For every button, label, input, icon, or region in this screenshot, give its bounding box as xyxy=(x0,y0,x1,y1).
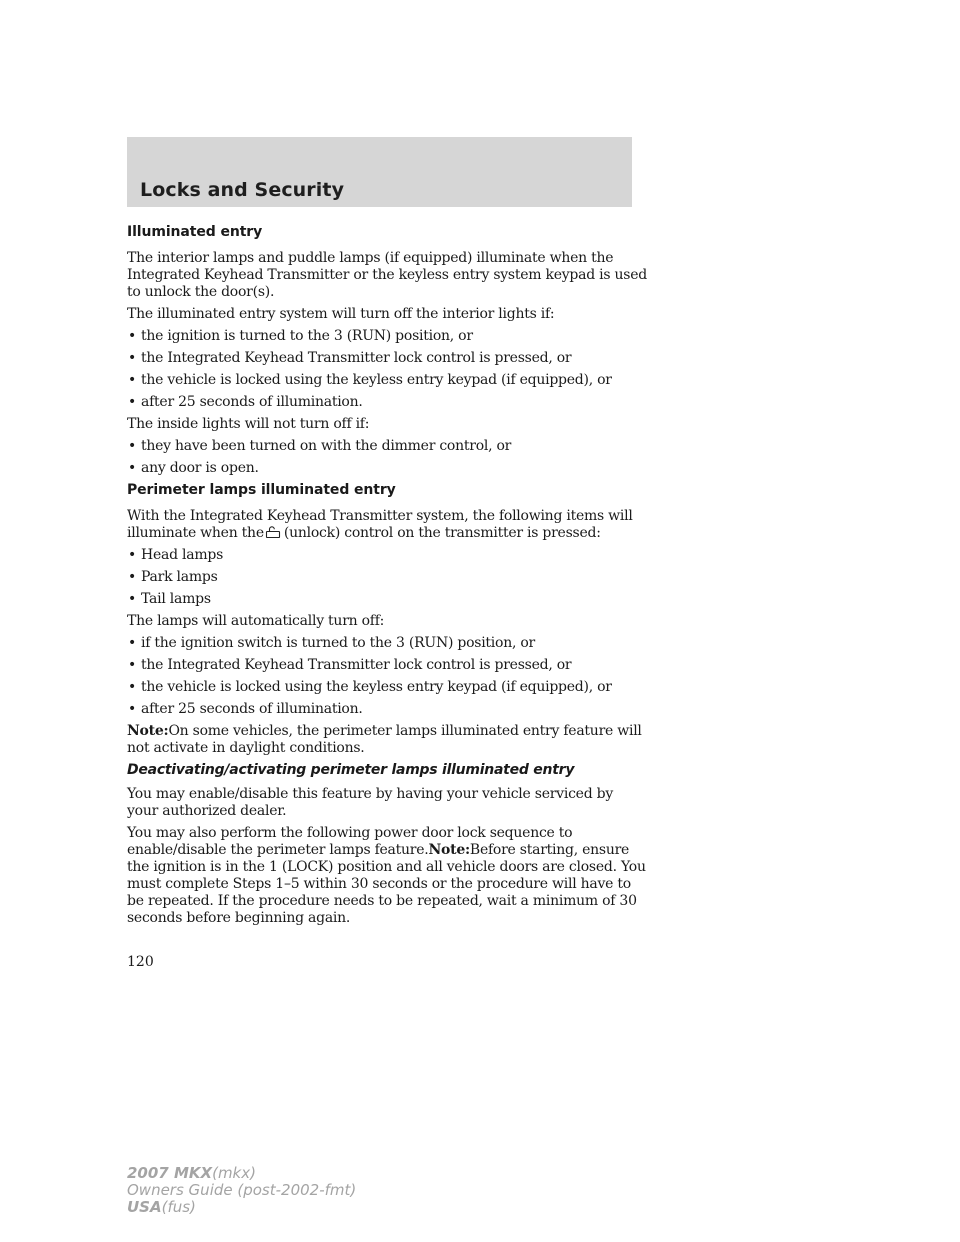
paragraph: The lamps will automatically turn off: xyxy=(127,613,385,629)
footer-line: Owners Guide (post-2002-fmt) xyxy=(127,1181,357,1199)
list-item: • if the ignition switch is turned to the 3 (RUN) position, or xyxy=(127,635,647,652)
footer-line xyxy=(127,1165,356,1182)
note-paragraph xyxy=(127,723,647,757)
paragraph: The illuminated entry system will turn off the interior lights if: xyxy=(127,306,555,322)
footer-market-code: (fus) xyxy=(161,1198,196,1216)
heading-perimeter-lamps: Perimeter lamps illuminated entry xyxy=(127,482,396,498)
list-item: • the Integrated Keyhead Transmitter lock control is pressed, or xyxy=(127,657,647,674)
list-item: • Head lamps xyxy=(127,547,647,564)
list-item: • any door is open. xyxy=(127,460,647,477)
list-item: • the vehicle is locked using the keyless entry keypad (if equipped), or xyxy=(127,372,647,389)
footer-line xyxy=(127,1199,356,1216)
list-item: • the Integrated Keyhead Transmitter lock control is pressed, or xyxy=(127,350,647,367)
bullet-list xyxy=(127,438,647,477)
text-segment: You may also perform the following power door lock sequence to enable/disable the perimeter lamps feature. xyxy=(127,825,573,858)
list-item: • the vehicle is locked using the keyless entry keypad (if equipped), or xyxy=(127,679,647,696)
paragraph-with-icon xyxy=(127,508,647,542)
page-number: 120 xyxy=(127,954,154,970)
footer-model: 2007 MKX xyxy=(127,1164,213,1182)
footer-model-code: (mkx) xyxy=(212,1164,256,1182)
list-item: • after 25 seconds of illumination. xyxy=(127,394,647,411)
note-label: Note: xyxy=(127,723,169,739)
list-item: • the ignition is turned to the 3 (RUN) position, or xyxy=(127,328,647,345)
section-header-band xyxy=(127,137,632,207)
unlock-icon xyxy=(265,526,281,538)
list-item: • Tail lamps xyxy=(127,591,647,608)
document-footer xyxy=(127,1165,356,1216)
heading-illuminated-entry: Illuminated entry xyxy=(127,224,263,240)
heading-deactivating-activating: Deactivating/activating perimeter lamps illuminated entry xyxy=(127,762,575,778)
note-text: On some vehicles, the perimeter lamps illuminated entry feature will not activate in daylight conditions. xyxy=(127,723,642,756)
text-segment: With the Integrated Keyhead Transmitter system, the following items will illuminate when the xyxy=(127,508,633,541)
bullet-list xyxy=(127,328,647,411)
bullet-list xyxy=(127,635,647,718)
note-text: Before starting, ensure the ignition is in the 1 (LOCK) position and all vehicle doors are closed. You must complete Steps 1–5 within 30 seconds or the procedure will have to be repeated. If the procedure needs to be repeated, wait a minimum of 30 seconds before beginning again. xyxy=(127,842,646,926)
bullet-list xyxy=(127,547,647,608)
list-item: • after 25 seconds of illumination. xyxy=(127,701,647,718)
page-content xyxy=(127,224,647,932)
paragraph: The inside lights will not turn off if: xyxy=(127,416,370,432)
section-title: Locks and Security xyxy=(140,179,345,201)
text-segment: (unlock) control on the transmitter is pressed: xyxy=(283,525,601,541)
paragraph-with-note xyxy=(127,825,647,927)
list-item: • they have been turned on with the dimmer control, or xyxy=(127,438,647,455)
note-label: Note: xyxy=(428,842,470,858)
footer-market: USA xyxy=(127,1198,162,1216)
paragraph: The interior lamps and puddle lamps (if equipped) illuminate when the Integrated Keyhead Transmitter or the keyless entry system keypad is used to unlock the door(s). xyxy=(127,250,647,300)
paragraph: You may enable/disable this feature by having your vehicle serviced by your authorized dealer. xyxy=(127,786,613,819)
list-item: • Park lamps xyxy=(127,569,647,586)
